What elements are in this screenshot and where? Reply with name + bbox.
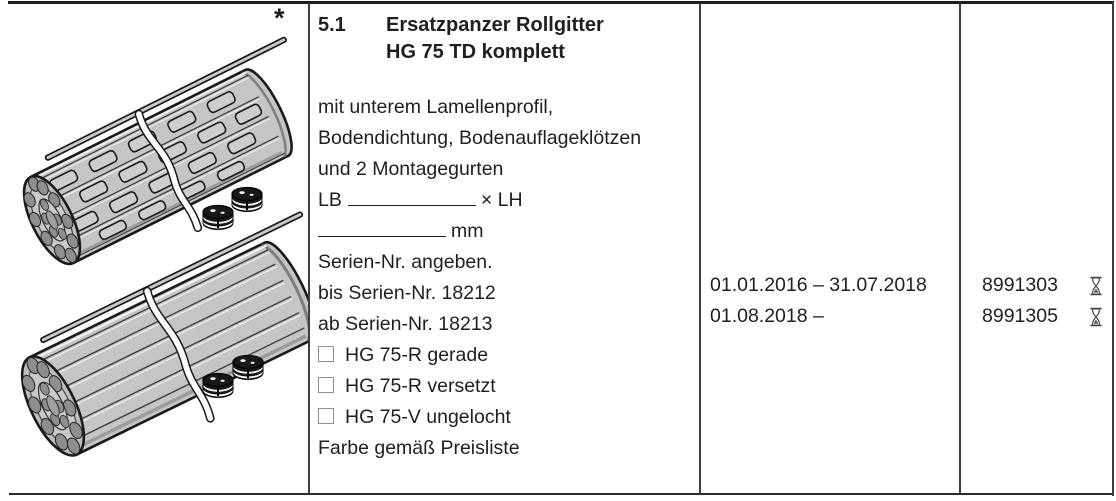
hourglass-icon [1089,307,1103,327]
column-divider-dates-parts [959,3,961,494]
part-number-column [982,270,1103,332]
section-heading [318,12,698,66]
mm-label: mm [451,220,484,242]
part-number: 8991305 [982,305,1058,327]
date-range-column [710,270,955,332]
part-number: 8991303 [982,274,1058,296]
serial-note: Serien-Nr. angeben. [318,251,493,273]
description-line-2: Bodendichtung, Bodenauflageklötzen [318,127,642,149]
top-rule [8,1,1114,4]
option-label: HG 75-R gerade [345,344,489,366]
option-label: HG 75-R versetzt [345,375,496,397]
column-divider-image-text [308,3,310,494]
description-line-1: mit unterem Lamellenprofil, [318,96,554,118]
date-range-row-1: 01.01.2016 – 31.07.2018 [710,274,927,296]
footnote-asterisk: * [274,3,285,33]
checkbox-icon[interactable] [318,377,334,393]
lh-fill-in-field[interactable] [318,216,446,237]
section-number: 5.1 [318,14,346,36]
dimension-line-mm [318,216,698,247]
section-title-line1: Ersatzpanzer Rollgitter [386,14,604,36]
lb-label: LB [318,189,342,211]
section-title-line2: HG 75 TD komplett [386,41,565,63]
part-number-row-2 [982,301,1103,332]
dimension-line-lb-lh [318,185,698,216]
description-body [318,92,698,464]
option-row-hg75r-gerade [318,340,698,371]
description-column [318,12,698,459]
right-border-rule [1112,2,1114,496]
checkbox-icon[interactable] [318,346,334,362]
part-number-row-1 [982,270,1103,301]
lb-fill-in-field[interactable] [348,185,476,206]
serial-from-label: ab Serien-Nr. 18213 [318,313,493,335]
serial-until-label: bis Serien-Nr. 18212 [318,282,496,304]
times-lh-label: × LH [480,189,523,211]
color-note: Farbe gemäß Preisliste [318,437,520,459]
column-divider-text-dates [699,3,701,494]
checkbox-icon[interactable] [318,408,334,424]
description-line-3: und 2 Montagegurten [318,158,504,180]
section-title [386,12,604,66]
option-row-hg75r-versetzt [318,371,698,402]
date-range-row-2: 01.08.2018 – [710,305,824,327]
hourglass-icon [1089,276,1103,296]
option-label: HG 75-V ungelocht [345,406,511,428]
product-illustration-roller-grille [0,8,308,494]
bottom-rule [9,493,1114,495]
option-row-hg75v-ungelocht [318,402,698,433]
